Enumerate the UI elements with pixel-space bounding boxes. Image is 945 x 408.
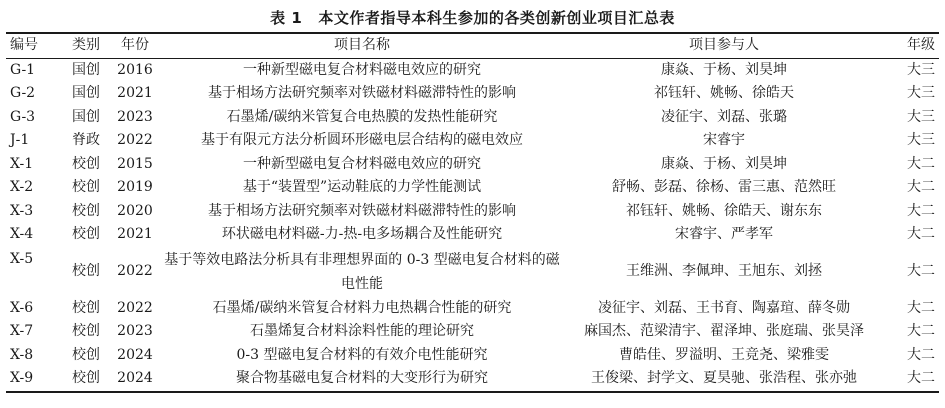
cell-category: 校创 [72,202,100,219]
cell-category: 国创 [72,108,100,125]
cell-year: 2022 [117,132,153,148]
cell-project-name: 基于有限元方法分析圆环形磁电层合结构的磁电效应 [201,132,523,148]
cell-grade: 大二 [907,262,935,279]
cell-category: 校创 [72,179,100,195]
table-row [6,176,939,200]
cell-grade: 大三 [907,61,935,78]
cell-id: X-5 [10,250,34,267]
cell-participants: 王俊梁、封学文、夏昊驰、张浩程、张亦弛 [591,370,857,386]
cell-id: X-7 [10,323,34,339]
cell-participants: 宋睿宇、严孝军 [675,226,773,242]
table-row [6,344,939,368]
table-number: 表 1 [270,9,303,27]
cell-participants: 康焱、于杨、刘昊坤 [661,61,787,78]
table-title: 本文作者指导本科生参加的各类创新创业项目汇总表 [318,9,675,27]
header-category: 类别 [72,37,100,53]
cell-participants: 祁钰轩、姚畅、徐皓天、谢东东 [626,202,822,219]
table-caption [0,4,945,32]
cell-project-name: 环状磁电材料磁-力-热-电多场耦合及性能研究 [221,226,503,242]
cell-year: 2021 [117,85,153,101]
cell-id: G-1 [10,61,36,78]
cell-year: 2019 [117,179,153,195]
cell-year: 2020 [117,202,153,219]
cell-id: X-4 [10,226,34,242]
header-row [6,33,939,58]
cell-category: 校创 [72,299,100,316]
projects-table [6,32,939,393]
cell-project-name: 一种新型磁电复合材料磁电效应的研究 [243,155,481,172]
cell-year: 2016 [117,61,153,78]
table-row [6,106,939,130]
header-year: 年份 [121,37,149,53]
cell-project-name: 石墨烯复合材料涂料性能的理论研究 [250,323,474,339]
cell-grade: 大二 [907,346,935,363]
cell-grade: 大三 [907,85,935,101]
cell-participants: 祁钰轩、姚畅、徐皓天 [654,85,794,101]
header-grade: 年级 [907,37,935,53]
cell-id: X-9 [10,370,34,386]
table-row [6,58,939,82]
table-row [6,153,939,177]
cell-category: 校创 [72,323,100,339]
cell-id: X-3 [10,202,34,219]
cell-category: 校创 [72,155,100,172]
cell-category: 校创 [72,346,100,363]
cell-project-name: 0-3 型磁电复合材料的有效介电性能研究 [236,346,488,363]
cell-year: 2023 [117,108,153,125]
cell-category: 脊政 [72,132,100,148]
cell-grade: 大二 [907,323,935,339]
table-row [6,367,939,392]
table-row [6,200,939,224]
cell-id: X-6 [10,299,34,316]
cell-category: 校创 [72,370,100,386]
cell-grade: 大二 [907,299,935,316]
table-header [6,33,939,58]
cell-category: 校创 [72,226,100,242]
cell-participants: 王维洲、李佩珅、王旭东、刘拯 [626,262,822,279]
cell-year: 2015 [117,155,153,172]
cell-id: J-1 [10,132,30,148]
cell-project-name: 基于相场方法研究频率对铁磁材料磁滞特性的影响 [208,202,516,219]
cell-grade: 大二 [907,202,935,219]
cell-id: X-1 [10,155,34,172]
header-participants: 项目参与人 [689,37,759,53]
cell-project-name: 基于相场方法研究频率对铁磁材料磁滞特性的影响 [208,85,516,101]
cell-project-name: 石墨烯/碳纳米管复合电热膜的发热性能研究 [226,108,498,125]
cell-category: 校创 [72,262,100,279]
cell-grade: 大二 [907,226,935,242]
table-row [6,297,939,321]
table-row [6,320,939,344]
table-row [6,82,939,106]
cell-project-name: 基于“装置型”运动鞋底的力学性能测试 [242,179,482,195]
cell-id: G-3 [10,108,36,125]
cell-grade: 大三 [907,108,935,125]
cell-category: 国创 [72,61,100,78]
cell-participants: 康焱、于杨、刘昊坤 [661,155,787,172]
cell-project-name: 基于等效电路法分析具有非理想界面的 0-3 型磁电复合材料的磁电性能 [164,251,560,292]
table-row [6,129,939,153]
cell-project-name: 石墨烯/碳纳米管复合材料力电热耦合性能的研究 [212,299,512,316]
table-body [6,58,939,392]
header-project-name: 项目名称 [334,37,390,53]
cell-grade: 大二 [907,179,935,195]
cell-participants: 宋睿宇 [703,132,745,148]
cell-year: 2021 [117,226,153,242]
header-id: 编号 [10,37,38,53]
cell-participants: 麻国杰、范梁清宇、翟泽坤、张庭瑞、张昊泽 [584,323,864,339]
cell-year: 2023 [117,323,153,339]
cell-year: 2024 [117,370,153,386]
cell-year: 2024 [117,346,153,363]
cell-participants: 曹皓佳、罗溢明、王竞尧、梁雅雯 [619,346,829,363]
cell-project-name: 聚合物基磁电复合材料的大变形行为研究 [236,370,488,386]
cell-project-name: 一种新型磁电复合材料磁电效应的研究 [243,61,481,78]
cell-participants: 凌征宇、刘磊、张璐 [661,108,787,125]
cell-id: G-2 [10,85,36,101]
cell-grade: 大二 [907,155,935,172]
cell-grade: 大三 [907,132,935,148]
cell-year: 2022 [117,299,153,316]
cell-grade: 大二 [907,370,935,386]
cell-id: X-8 [10,346,34,363]
cell-year: 2022 [117,262,153,279]
table-row [6,223,939,247]
cell-participants: 凌征宇、刘磊、王书育、陶嘉瑄、薛冬勋 [598,299,850,316]
table-row [6,247,939,297]
cell-participants: 舒畅、彭磊、徐杨、雷三惠、范然旺 [612,179,836,195]
cell-category: 国创 [72,85,100,101]
cell-id: X-2 [10,179,34,195]
